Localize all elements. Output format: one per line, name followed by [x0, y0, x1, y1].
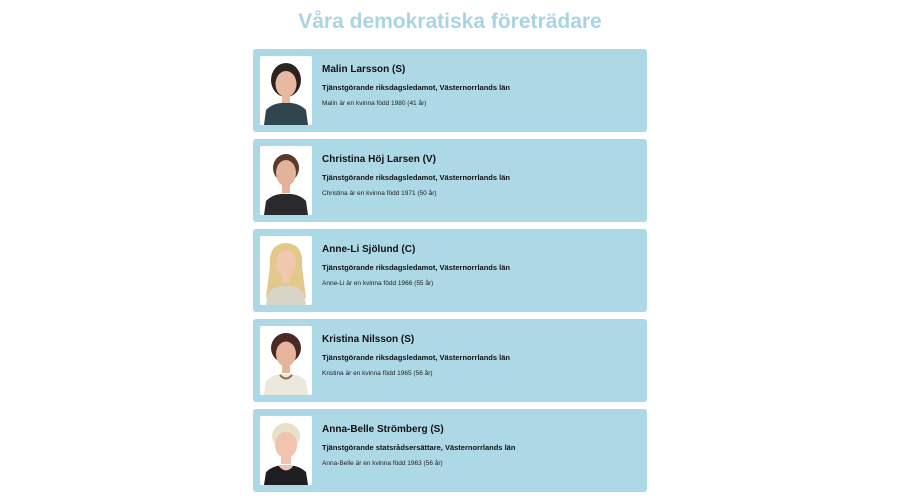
portrait-photo — [260, 146, 312, 215]
representative-card[interactable] — [253, 409, 647, 492]
representative-info: Anna-Belle är en kvinna född 1963 (56 år) — [322, 460, 443, 467]
representative-name: Malin Larsson (S) — [322, 64, 406, 75]
representative-name: Kristina Nilsson (S) — [322, 334, 415, 345]
representative-info: Anne-Li är en kvinna född 1966 (55 år) — [322, 280, 434, 287]
portrait-image — [260, 146, 312, 215]
representative-card[interactable] — [253, 139, 647, 222]
portrait-photo — [260, 56, 312, 125]
portrait-image — [260, 416, 312, 485]
representative-card[interactable] — [253, 49, 647, 132]
representative-role: Tjänstgörande riksdagsledamot, Västernorrlands län — [322, 173, 510, 182]
portrait-image — [260, 56, 312, 125]
representative-name: Anna-Belle Strömberg (S) — [322, 424, 444, 435]
portrait-photo — [260, 416, 312, 485]
portrait-photo — [260, 326, 312, 395]
representative-list — [253, 49, 647, 499]
representative-info: Malin är en kvinna född 1980 (41 år) — [322, 100, 427, 107]
representative-role: Tjänstgörande riksdagsledamot, Västernorrlands län — [322, 353, 510, 362]
representative-info: Kristina är en kvinna född 1965 (56 år) — [322, 370, 433, 377]
portrait-photo — [260, 236, 312, 305]
representative-card[interactable] — [253, 319, 647, 402]
portrait-image — [260, 236, 312, 305]
representative-name: Christina Höj Larsen (V) — [322, 154, 436, 165]
representative-role: Tjänstgörande statsrådsersättare, Västernorrlands län — [322, 443, 516, 452]
portrait-image — [260, 326, 312, 395]
representative-card[interactable] — [253, 229, 647, 312]
representative-name: Anne-Li Sjölund (C) — [322, 244, 416, 255]
representative-role: Tjänstgörande riksdagsledamot, Västernorrlands län — [322, 83, 510, 92]
representative-info: Christina är en kvinna född 1971 (50 år) — [322, 190, 437, 197]
representative-role: Tjänstgörande riksdagsledamot, Västernorrlands län — [322, 263, 510, 272]
page-title: Våra demokratiska företrädare — [298, 10, 602, 33]
